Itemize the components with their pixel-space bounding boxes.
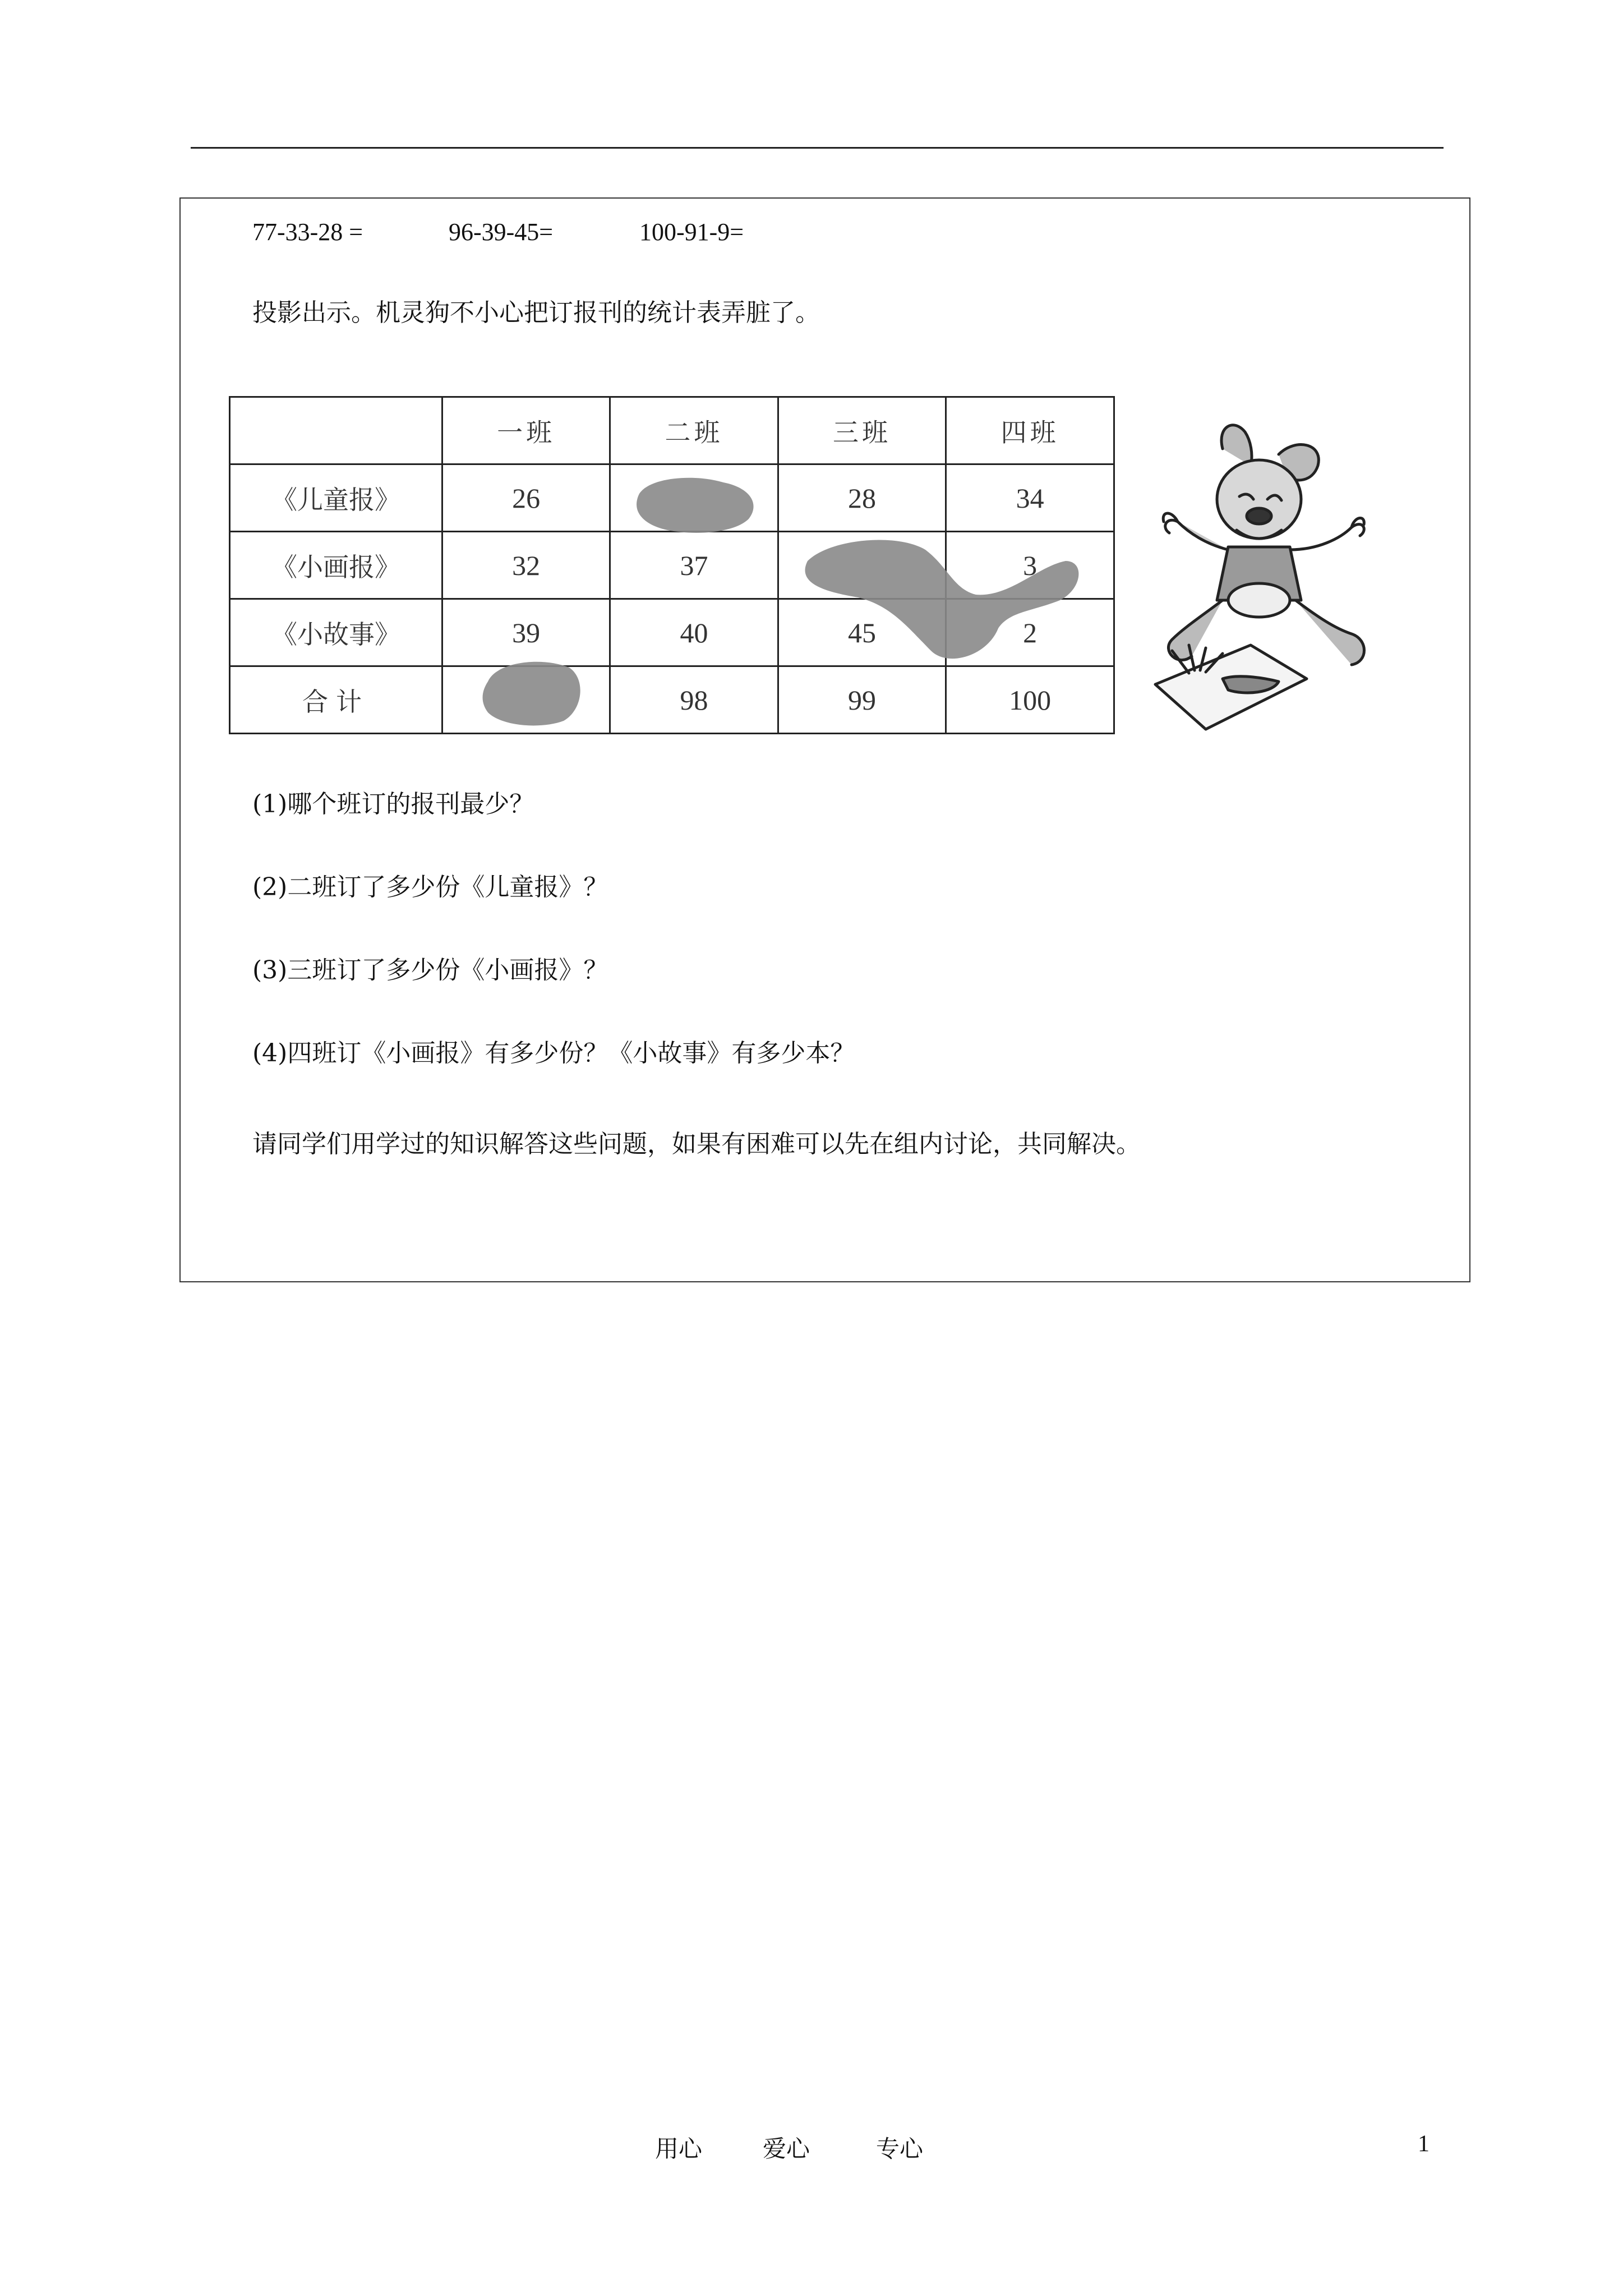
table-cell: 2 [946,599,1114,666]
table-header-cell: 二班 [610,397,778,464]
table-row [230,666,1114,734]
header-rule [191,147,1444,149]
equation-3: 100-91-9= [639,218,744,246]
ink-smudge-icon [628,471,763,539]
instruction-text: 请同学们用学过的知识解答这些问题，如果有困难可以先在组内讨论，共同解决。 [252,1130,1141,1158]
equation-1: 77-33-28 = [252,218,363,246]
table-cell: 40 [610,599,778,666]
question-3: (3)三班订了多少份《小画报》？ [252,956,608,984]
table-cell: 32 [442,532,610,599]
ink-smudge-icon [796,527,1088,673]
page-number: 1 [1418,2131,1430,2157]
table-cell: 100 [946,666,1114,734]
table-cell: 98 [610,666,778,734]
question-4: (4)四班订《小画报》有多少份？《小故事》有多少本？ [252,1039,855,1068]
equation-2: 96-39-45= [449,218,554,246]
table-cell: 45 [778,599,946,666]
row-label: 《儿童报》 [230,464,442,532]
table-header-cell [230,397,442,464]
table-header-cell: 三班 [778,397,946,464]
footer-motto-3: 专心 [876,2135,924,2162]
intro-text: 投影出示。机灵狗不小心把订报刊的统计表弄脏了。 [252,298,820,327]
table-cell: 39 [442,599,610,666]
table-cell: 37 [610,532,778,599]
row-label: 《小画报》 [230,532,442,599]
table-cell: 26 [442,464,610,532]
table-header-cell: 一班 [442,397,610,464]
footer-motto-2: 爱心 [763,2135,810,2162]
cartoon-dog-icon [1138,415,1391,740]
question-2: (2)二班订了多少份《儿童报》？ [252,873,608,901]
footer-motto-1: 用心 [655,2135,703,2162]
table-cell: 34 [946,464,1114,532]
table-cell: 99 [778,666,946,734]
table-header-row [230,397,1114,464]
table-cell: 3 [946,532,1114,599]
row-label: 《小故事》 [230,599,442,666]
table-header-cell: 四班 [946,397,1114,464]
question-1: (1)哪个班订的报刊最少？ [252,790,534,818]
table-cell: 28 [778,464,946,532]
ink-smudge-icon [479,656,586,729]
row-label: 合计 [230,666,442,734]
